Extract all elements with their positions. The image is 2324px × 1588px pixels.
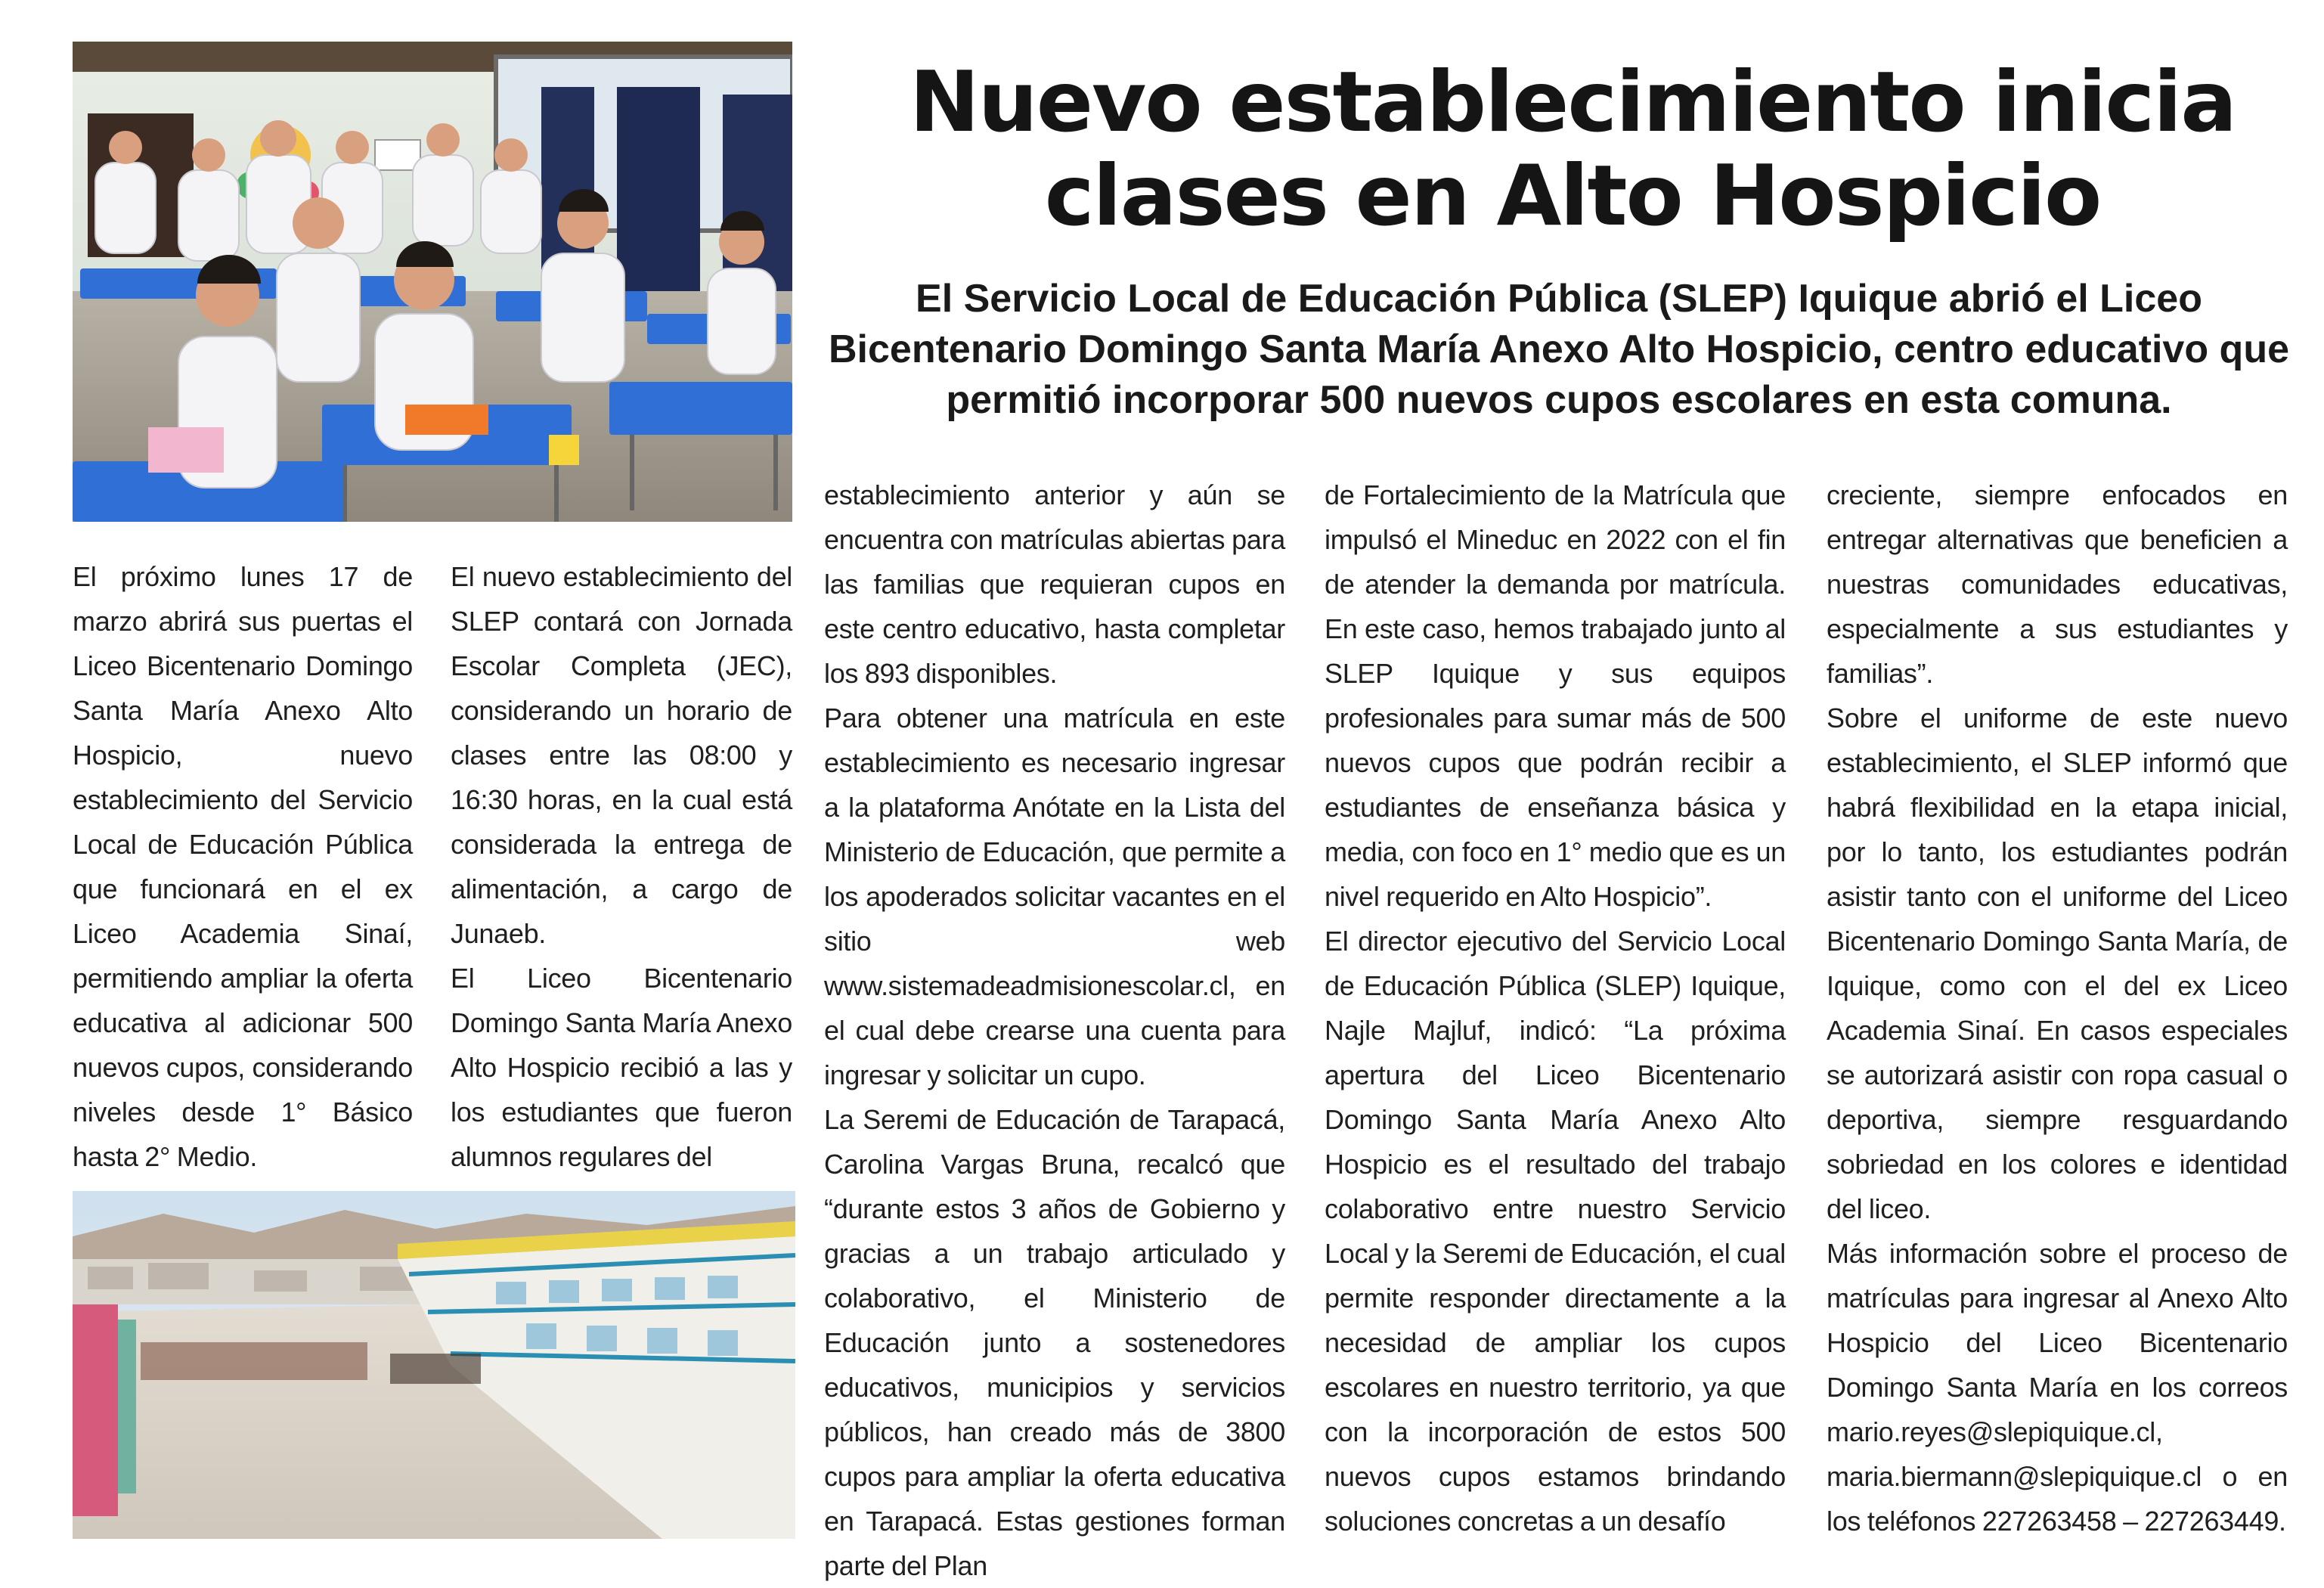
article-dek: El Servicio Local de Educación Pública (SLEP) Iquique abrió el Liceo Bicentenario Domingo Santa María Anexo Alto Hospicio, centro educativo que permitió incorporar 500 nuevos cupos escolares en esta comuna. (829, 277, 2289, 422)
school-building-photo (73, 1191, 795, 1539)
paragraph: El próximo lunes 17 de marzo abrirá sus puertas el Liceo Bicentenario Domingo Santa María Anexo Alto Hospicio, nuevo establecimiento del Servicio Local de Educación Pública que funcionará en el ex Liceo Academia Sinaí, permitiendo ampliar la oferta educativa al adicionar 500 nuevos cupos, considerando niveles desde 1° Básico hasta 2° Medio. (73, 561, 413, 1172)
body-column-2 (451, 554, 792, 1179)
body-column-5 (1827, 473, 2288, 1543)
classroom-photo (73, 42, 792, 522)
paragraph: de Fortalecimiento de la Matrícula que impulsó el Mineduc en 2022 con el fin de atender la demanda por matrícula. En este caso, hemos trabajado junto al SLEP Iquique y sus equipos profesionales para sumar más de 500 nuevos cupos que podrán recibir a estudiantes de enseñanza básica y media, con foco en 1° medio que es un nivel requerido en Alto Hospicio”. (1325, 479, 1786, 912)
paragraph: La Seremi de Educación de Tarapacá, Carolina Vargas Bruna, recalcó que “durante estos 3 años de Gobierno y gracias a un trabajo articulado y colaborativo, el Ministerio de Educación junto a sostenedores educativos, municipios y servicios públicos, han creado más de 3800 cupos para ampliar la oferta educativa en Tarapacá. Estas gestiones forman parte del Plan (824, 1104, 1285, 1581)
body-column-4 (1325, 473, 1786, 1543)
paragraph: establecimiento anterior y aún se encuentra con matrículas abiertas para las familias que requieran cupos en este centro educativo, hasta completar los 893 disponibles. (824, 479, 1285, 689)
paragraph: Para obtener una matrícula en este establecimiento es necesario ingresar a la plataforma Anótate en la Lista del Ministerio de Educación, que permite a los apoderados solicitar vacantes en el sitio web www.sistemadeadmisionescolar.cl, en el cual debe crearse una cuenta para ingresar y solicitar un cupo. (824, 703, 1285, 1090)
paragraph: El Liceo Bicentenario Domingo Santa María Anexo Alto Hospicio recibió a las y los estudiantes que fueron alumnos regulares del (451, 963, 792, 1172)
body-column-1 (73, 554, 413, 1179)
paragraph: Más información sobre el proceso de matrículas para ingresar al Anexo Alto Hospicio del Liceo Bicentenario Domingo Santa María en los correos mario.reyes@slepiquique.cl, maria.biermann@slepiquique.cl o en los teléfonos 227263458 – 227263449. (1827, 1238, 2288, 1537)
paragraph: Sobre el uniforme de este nuevo establecimiento, el SLEP informó que habrá flexibilidad en la etapa inicial, por lo tanto, los estudiantes podrán asistir tanto con el uniforme del Liceo Bicentenario Domingo Santa María, de Iquique, como con el del ex Liceo Academia Sinaí. En casos especiales se autorizará asistir con ropa casual o deportiva, siempre resguardando sobriedad en los colores e identidad del liceo. (1827, 703, 2288, 1224)
paragraph: El director ejecutivo del Servicio Local de Educación Pública (SLEP) Iquique, Najle Majluf, indicó: “La próxima apertura del Liceo Bicentenario Domingo Santa María Anexo Alto Hospicio es el resultado del trabajo colaborativo entre nuestro Servicio Local y la Seremi de Educación, el cual permite responder directamente a la necesidad de ampliar los cupos escolares en nuestro territorio, ya que con la incorporación de estos 500 nuevos cupos estamos brindando soluciones concretas a un desafío (1325, 926, 1786, 1537)
paragraph: El nuevo establecimiento del SLEP contará con Jornada Escolar Completa (JEC), considerando un horario de clases entre las 08:00 y 16:30 horas, en la cual está considerada la entrega de alimentación, a cargo de Junaeb. (451, 561, 792, 949)
paragraph: creciente, siempre enfocados en entregar alternativas que beneficien a nuestras comunidades educativas, especialmente a sus estudiantes y familias”. (1827, 479, 2288, 689)
body-column-3 (824, 473, 1285, 1588)
article-headline: Nuevo establecimiento inicia clases en Alto Hospicio (909, 54, 2236, 245)
